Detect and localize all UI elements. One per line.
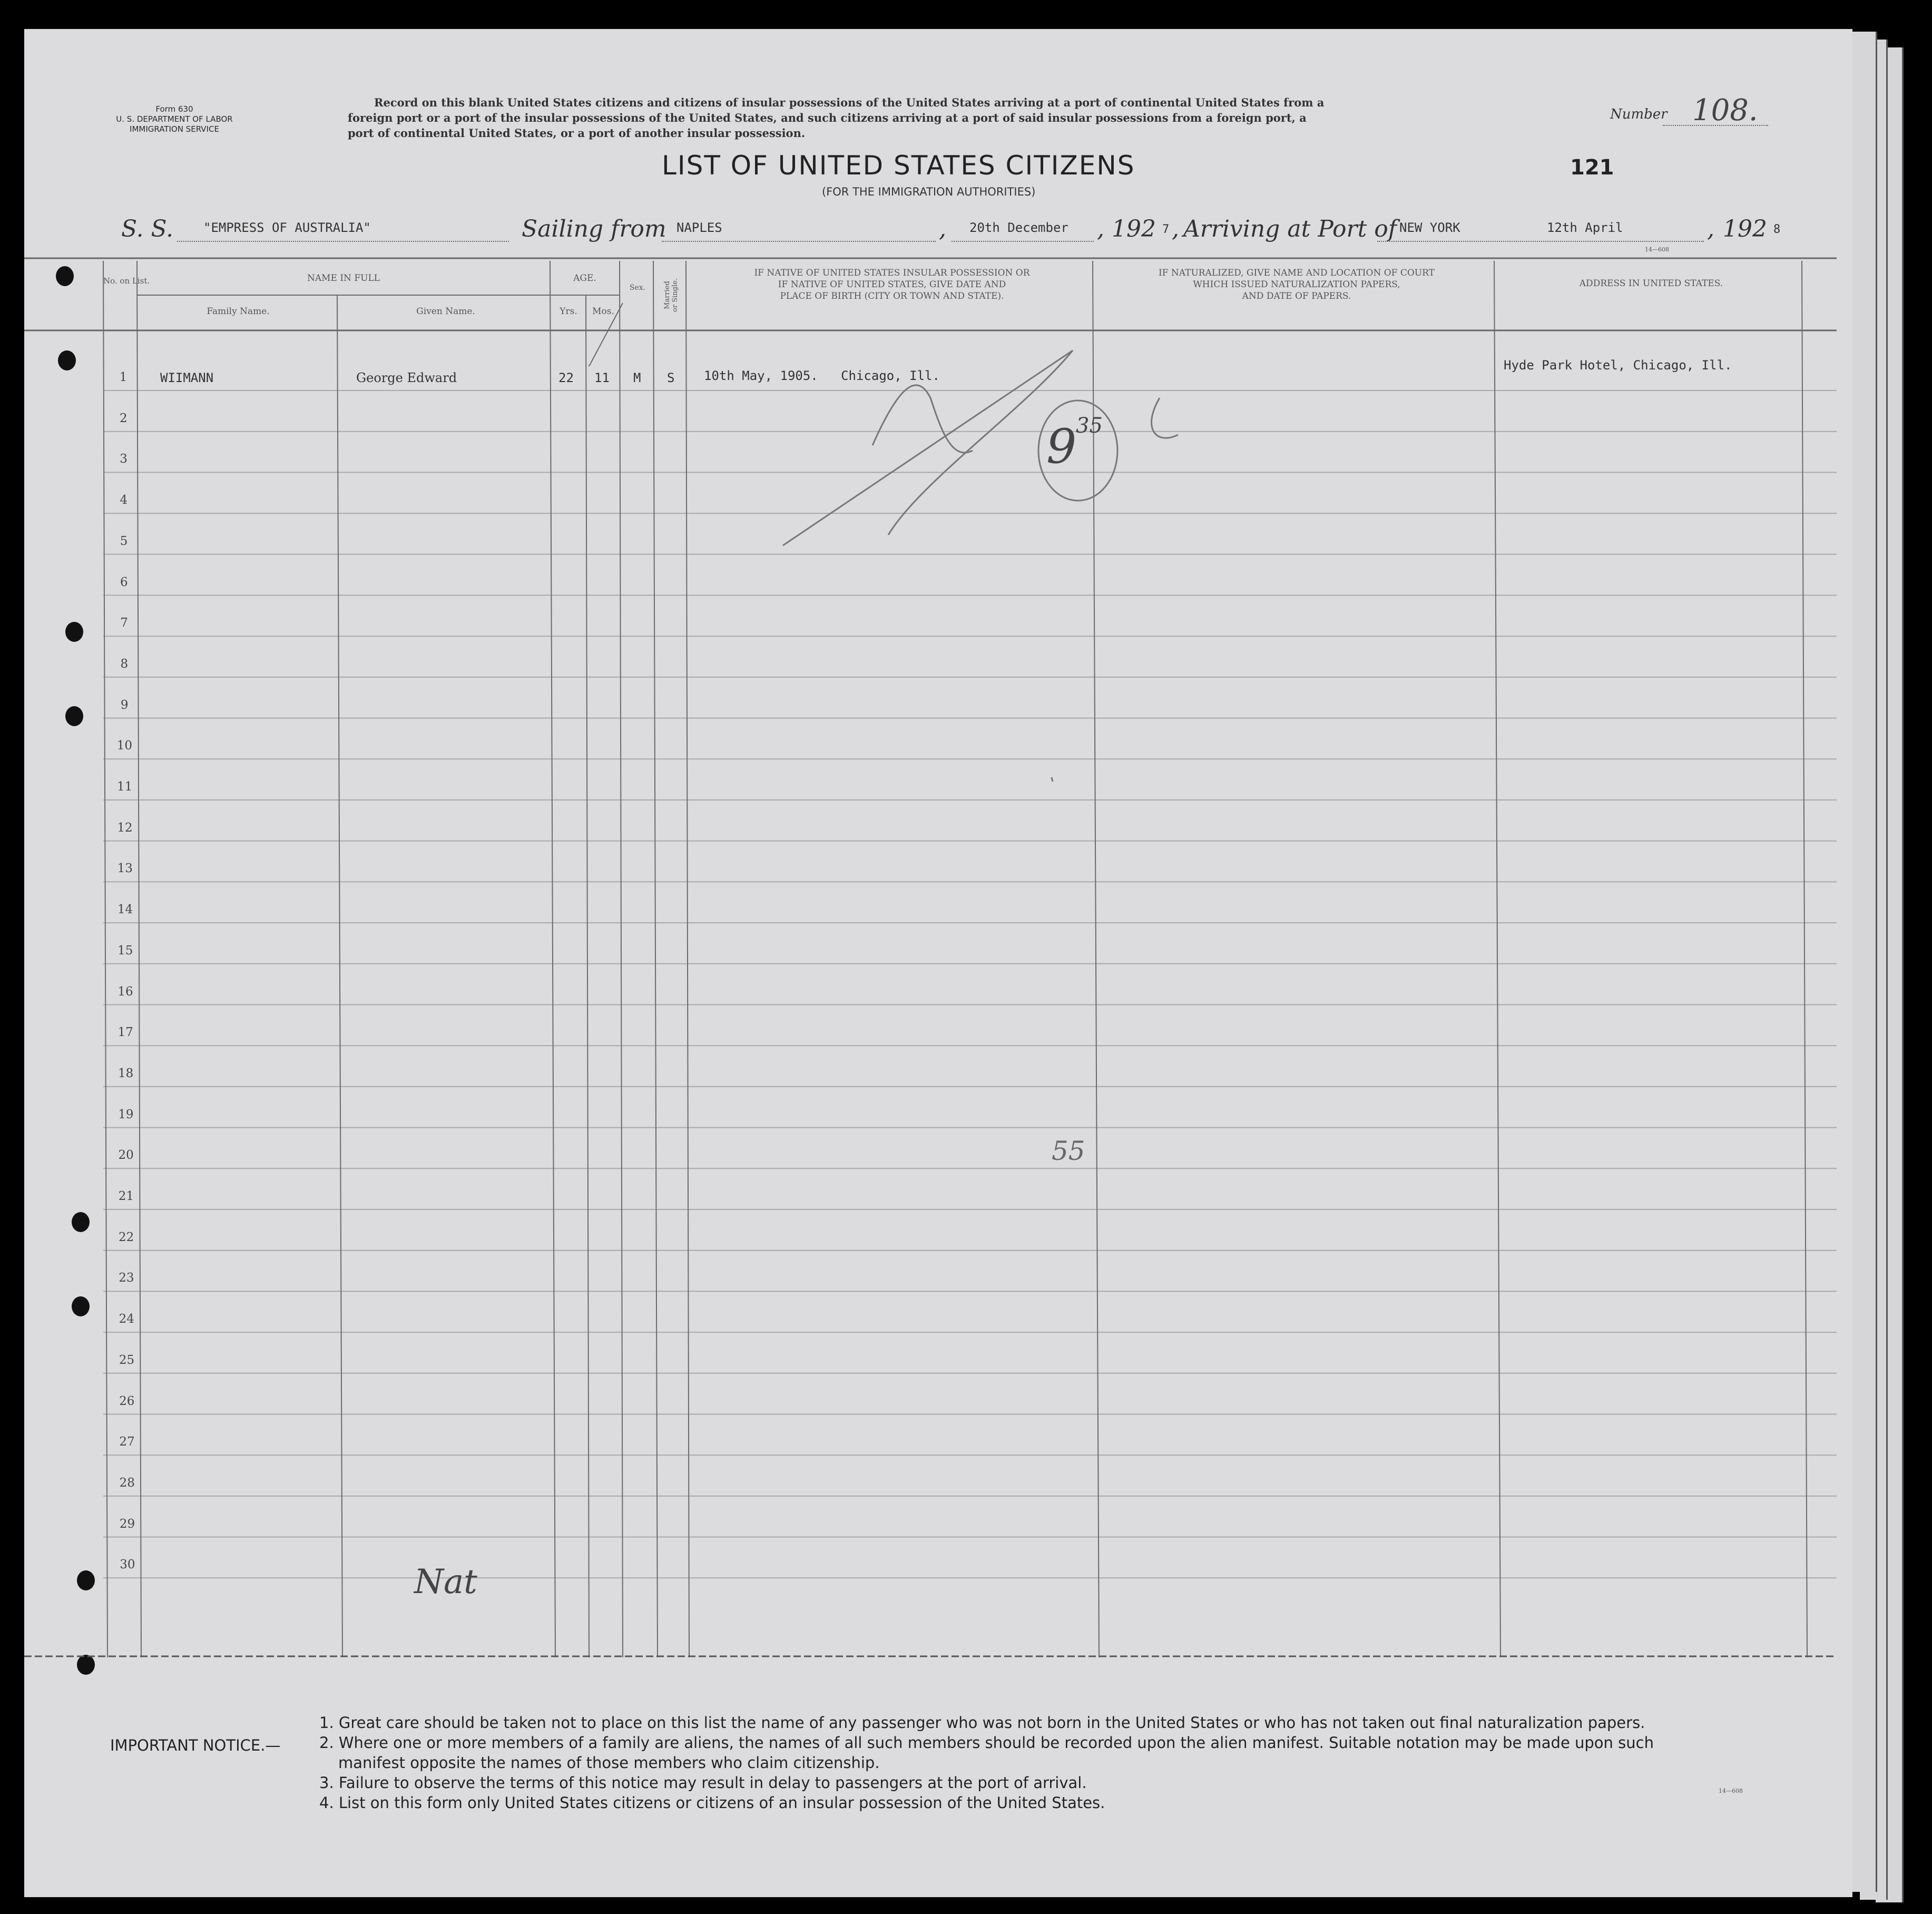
entry-given-name: George Edward	[356, 370, 457, 385]
col-naturalized-line: AND DATE OF PAPERS.	[1242, 291, 1351, 301]
row-number: 21	[118, 1189, 134, 1203]
entry-family-name: WIIMANN	[160, 370, 214, 385]
row-number: 23	[119, 1271, 134, 1285]
row-number: 26	[119, 1394, 135, 1408]
form-number: Form 630	[155, 104, 193, 114]
row-number: 13	[117, 862, 133, 876]
department: U. S. DEPARTMENT OF LABOR	[116, 114, 233, 124]
col-married: Married or Single.	[663, 278, 679, 312]
row-number: 14	[117, 903, 133, 917]
service: IMMIGRATION SERVICE	[130, 124, 219, 134]
entry-birth: 10th May, 1905. Chicago, Ill.	[704, 368, 940, 383]
from-port: NAPLES	[676, 220, 722, 235]
row-number: 20	[118, 1148, 134, 1163]
col-sex: Sex.	[629, 284, 646, 292]
row-number: 22	[119, 1230, 134, 1244]
page-number: 121	[1570, 155, 1614, 180]
row-number: 5	[120, 534, 128, 548]
ship-name: "EMPRESS OF AUSTRALIA"	[203, 220, 371, 235]
row-number: 18	[117, 1066, 134, 1080]
entry-address: Hyde Park Hotel, Chicago, Ill.	[1504, 358, 1732, 373]
col-mos: Mos.	[592, 306, 614, 317]
col-native-line: PLACE OF BIRTH (CITY OR TOWN AND STATE).	[780, 291, 1004, 301]
entry-sex: M	[633, 370, 641, 385]
entry-married: S	[667, 370, 675, 385]
entry-yrs: 22	[558, 370, 574, 385]
row-number: 6	[120, 575, 128, 589]
col-native-line: IF NATIVE OF UNITED STATES INSULAR POSSESSION OR	[754, 268, 1030, 278]
col-native-line: IF NATIVE OF UNITED STATES, GIVE DATE AND	[778, 279, 1006, 290]
notice-item-2b: manifest opposite the names of those members who claim citizenship.	[338, 1754, 880, 1772]
circled-extra: 35	[1076, 414, 1103, 438]
row-number: 4	[120, 493, 128, 507]
row-number: 11	[117, 780, 133, 794]
col-no: No. on List.	[103, 276, 150, 286]
record-line: Record on this blank United States citizens and citizens of insular possessions of the United States arriving at a port of continental United States from a	[374, 96, 1325, 109]
row-number: 29	[119, 1517, 135, 1531]
row-number: 25	[119, 1353, 135, 1367]
page-title: LIST OF UNITED STATES CITIZENS	[662, 150, 1135, 181]
printer-mark: 14—608	[1645, 246, 1669, 253]
row-number: 30	[120, 1558, 135, 1572]
col-naturalized	[1097, 267, 1496, 302]
arriving-label: Arriving at Port of	[1183, 216, 1397, 242]
notice-item-4: 4. List on this form only United States citizens or citizens of an insular possession of the United States.	[319, 1794, 1105, 1812]
manifest-sheet: Form 630 U. S. DEPARTMENT OF LABOR IMMIGRATION SERVICE Record on this blank United States citizens and citizens of insular possessions of the United States arriving at a port of continental United States from a foreign port or a port of the insular possessions of the United States, and such citizens arriving at a port of said insular possessions from a foreign port, a port of continental United States, or a port of another insular possession. Number 108. LIST OF UNITED STATES CITIZENS (FOR THE IMMIGRATION AUTHORITIES) 121 S. S. "EMPRESS OF AUSTRALIA" Sailing from NAPLES , 20th December , 192 7 , Arriving at Port of NEW YORK 12th April , 192 8 14—608 No. on List. NAME IN FULL Family Name. Given Name. AGE. Yrs. Mos. Sex. Married or Single. IF NATIVE OF UNITED STATES INSULAR POSSESSION OR IF NATIVE OF UNITED STATES, GIVE DATE AND PLACE OF BIRTH (CITY OR TOWN AND STATE). IF NATURALIZED, GIVE NAME AND LOCATION OF COURT WHICH ISSUED NATURALIZATION PAPERS, AND DATE OF PAPERS. ADDRESS IN UNITED STATES. 1 2 3 4 5 6 7 8 9 10 11 12 13 14 15 16 17 18 19 20 21 22 23 24 25 26 27 28 29 30 WIIMANN George Edward 22 11 M S 10th May, 1905. Chicago, Ill. Hyde Park Hotel, Chicago, Ill. 9 35 55 Nat IMPORTANT NOTICE.— 1. Great care should be taken not to place on this list the name of any passenger who was not born in the United States or who has not taken out final naturalization papers. 2. Where one or more members of a family are aliens, the names of all such members should be recorded upon the alien manifest. Suitable notation may be made upon such manifest opposite the names of those members who claim citizenship. 3. Failure to observe the terms of this notice may result in delay to passengers at the port of arrival. 4. List on this form only United States citizens or citizens of an insular possession of the United States. 14—608	[24, 29, 1852, 1897]
sailing-label: Sailing from	[522, 216, 666, 242]
row-number: 3	[120, 452, 128, 466]
row-number: 19	[118, 1107, 134, 1121]
row-number: 16	[117, 984, 133, 999]
notice-item-3: 3. Failure to observe the terms of this notice may result in delay to passengers at the port of arrival.	[319, 1774, 1087, 1792]
entry-mos: 11	[594, 370, 610, 385]
notice-label: IMPORTANT NOTICE.—	[110, 1736, 281, 1754]
bottom-scribble: Nat	[414, 1563, 477, 1601]
col-yrs: Yrs.	[560, 306, 577, 317]
sail-date: 20th December	[969, 220, 1068, 235]
row-number: 27	[119, 1435, 135, 1449]
record-line: foreign port or a port of the insular possessions of the United States, and such citizens arriving at a port of said insular possessions from a foreign port, a	[348, 111, 1307, 124]
col-naturalized-line: IF NATURALIZED, GIVE NAME AND LOCATION OF COURT	[1159, 268, 1435, 278]
col-name-group: NAME IN FULL	[307, 273, 380, 284]
arrival-year-suffix: 8	[1773, 223, 1781, 236]
arrival-year-prefix: 192	[1723, 216, 1767, 242]
number-label: Number	[1610, 106, 1668, 122]
col-given-name: Given Name.	[416, 306, 475, 317]
col-address: ADDRESS IN UNITED STATES.	[1579, 278, 1723, 289]
row-number: 12	[117, 821, 133, 835]
col-family-name: Family Name.	[207, 306, 270, 317]
page-subtitle: (FOR THE IMMIGRATION AUTHORITIES)	[822, 185, 1036, 198]
circled-number: 9	[1046, 419, 1077, 474]
row-number: 2	[119, 411, 128, 425]
row-number: 8	[120, 657, 129, 671]
mid-number: 55	[1052, 1136, 1085, 1166]
sail-year-prefix: 192	[1112, 216, 1156, 242]
notice-item-2: 2. Where one or more members of a family are aliens, the names of all such members should be recorded upon the alien manifest. Suitable notation may be made upon such	[319, 1734, 1654, 1752]
record-line: port of continental United States, or a port of another insular possession.	[348, 126, 806, 140]
sail-year-suffix: 7	[1162, 223, 1170, 236]
col-native	[689, 267, 1095, 302]
notice-items	[319, 1713, 1654, 1813]
col-age: AGE.	[573, 273, 596, 284]
row-number: 9	[120, 698, 129, 712]
notice-printer-mark: 14—608	[1719, 1788, 1743, 1794]
notice-item-1: 1. Great care should be taken not to place on this list the name of any passenger who was not born in the United States or who has not taken out final naturalization papers.	[319, 1714, 1645, 1732]
row-number: 1	[119, 370, 128, 384]
arrival-date: 12th April	[1547, 220, 1623, 235]
ss-label: S. S.	[121, 216, 174, 242]
to-port: NEW YORK	[1399, 220, 1460, 235]
row-number: 17	[117, 1026, 133, 1040]
row-number: 15	[117, 943, 133, 958]
row-number: 28	[119, 1476, 135, 1490]
row-number: 10	[116, 739, 133, 753]
col-naturalized-line: WHICH ISSUED NATURALIZATION PAPERS,	[1193, 279, 1400, 290]
row-number: 7	[120, 616, 128, 630]
number-value: 108.	[1692, 93, 1758, 128]
row-number: 24	[119, 1312, 134, 1326]
